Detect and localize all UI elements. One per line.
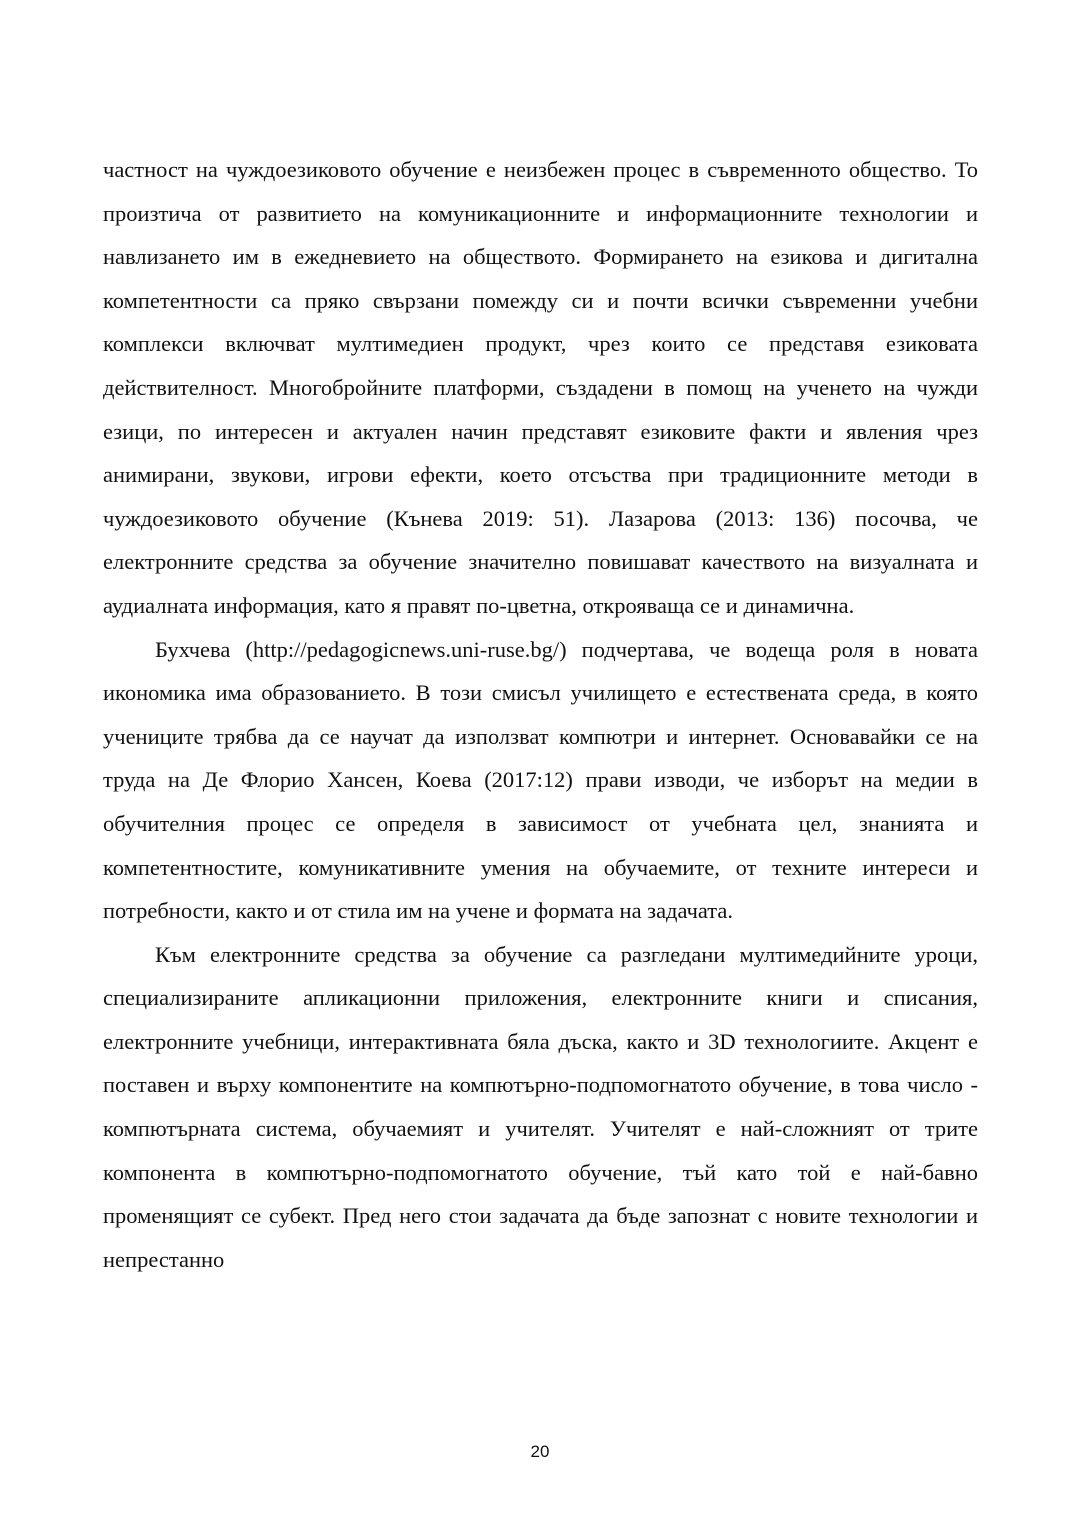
page-number: 20 bbox=[530, 1442, 550, 1461]
body-text bbox=[103, 148, 978, 1281]
paragraph-continuation: частност на чуждоезиковото обучение е неизбежен процес в съвременното общество. То произтича от развитието на комуникационните и информационните технологии и навлизането им в ежедневието на обществото. Формирането на езикова и дигитална компетентности са пряко свързани помежду си и почти всички съвременни учебни комплекси включват мултимедиен продукт, чрез които се представя езиковата действителност. Многобройните платформи, създадени в помощ на ученето на чужди езици, по интересен и актуален начин представят езиковите факти и явления чрез анимирани, звукови, игрови ефекти, което отсъства при традиционните методи в чуждоезиковото обучение (Кънева 2019: 51). Лазарова (2013: 136) посочва, че електронните средства за обучение значително повишават качеството на визуалната и аудиалната информация, като я правят по-цветна, открояваща се и динамична. bbox=[103, 157, 978, 618]
paragraph-buhcheva: Бухчева (http://pedagogicnews.uni-ruse.bg/) подчертава, че водеща роля в новата икономика има образованието. В този смисъл училището е естествената среда, в която учениците трябва да се научат да използват компютри и интернет. Основавайки се на труда на Де Флорио Хансен, Коева (2017:12) прави изводи, че изборът на медии в обучителния процес се определя в зависимост от учебната цел, знанията и компетентностите, комуникативните умения на обучаемите, от техните интереси и потребности, както и от стила им на учене и формата на задачата. bbox=[103, 636, 978, 924]
paragraph-electronic-means: Към електронните средства за обучение са разгледани мултимедийните уроци, специализираните апликационни приложения, електронните книги и списания, електронните учебници, интерактивната бяла дъска, както и 3D технологиите. Акцент е поставен и върху компонентите на компютърно-подпомогнатото обучение, в това число - компютърната система, обучаемият и учителят. Учителят е най-сложният от трите компонента в компютърно-подпомогнатото обучение, тъй като той е най-бавно променящият се субект. Пред него стои задачата да бъде запознат с новите технологии и непрестанно bbox=[103, 941, 978, 1272]
